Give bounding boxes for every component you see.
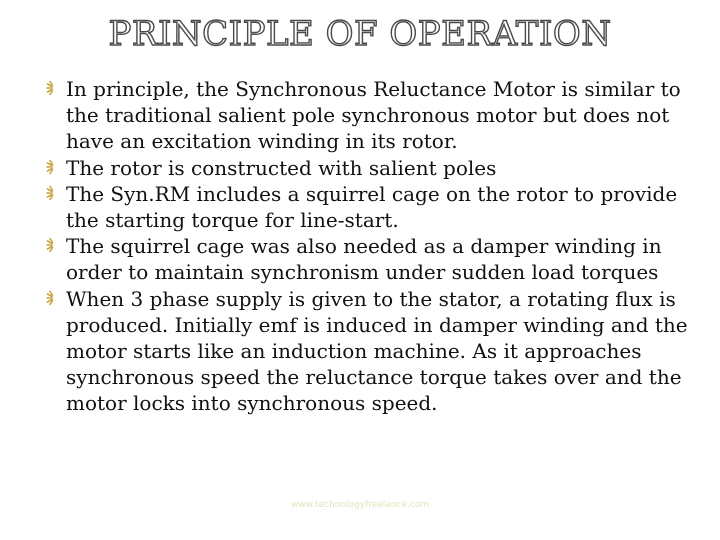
list-item [44,233,694,285]
bullet-text: The squirrel cage was also needed as a damper winding in order to maintain synchronism under sudden load torques [66,234,662,285]
bullet-list [44,76,694,417]
bullet-text: When 3 phase supply is given to the stator, a rotating flux is produced. Initially emf is induced in damper winding and the motor starts like an induction machine. As it approaches synchronous speed the reluctance torque takes over and the motor locks into synchronous speed. [66,286,688,416]
bullet-text: The rotor is constructed with salient poles [66,155,497,180]
list-item [44,181,694,233]
page-title: PRINCIPLE OF OPERATION [108,14,612,54]
list-item [44,286,694,417]
list-item [44,155,694,181]
bullet-text: The Syn.RM includes a squirrel cage on the rotor to provide the starting torque for line-start. [66,181,678,233]
bullet-text: In principle, the Synchronous Reluctance Motor is similar to the traditional salient pole synchronous motor but does not have an excitation winding in its rotor. [66,77,681,154]
sun-ray-bullet-icon [44,236,62,254]
sun-ray-bullet-icon [44,158,62,176]
list-item [44,76,694,155]
sun-ray-bullet-icon [44,289,62,307]
sun-ray-bullet-icon [44,79,62,97]
footer-watermark: www.technologyfreelance.com [290,500,430,510]
sun-ray-bullet-icon [44,184,62,202]
